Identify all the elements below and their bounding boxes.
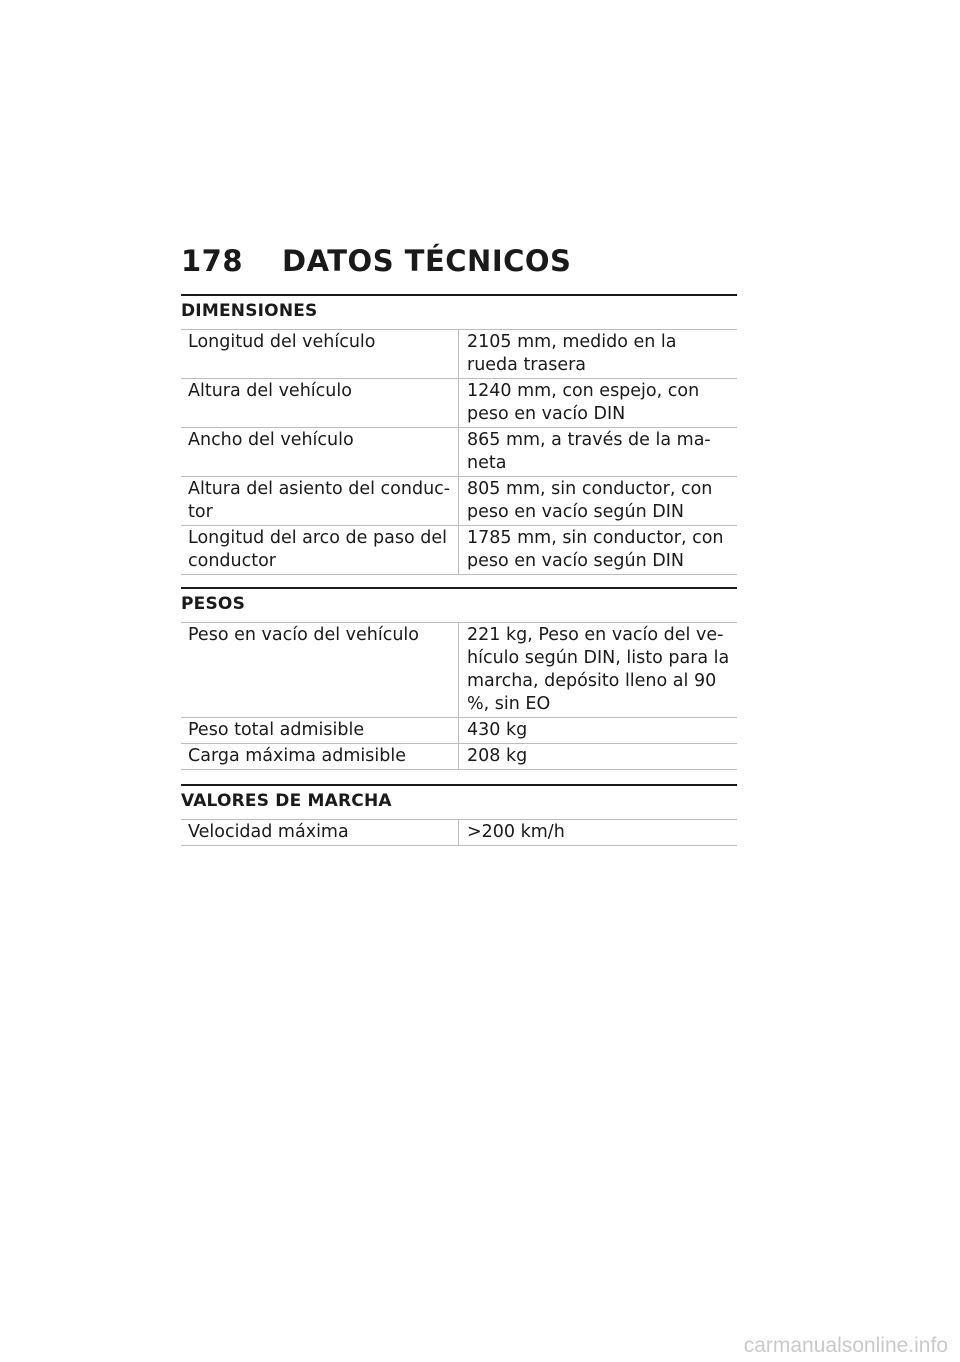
section-title-dimensions: DIMENSIONES (181, 301, 318, 321)
row-label: Longitud del vehículo (181, 330, 459, 379)
table-row (181, 379, 737, 428)
row-value: >200 km/h (459, 820, 738, 846)
row-label: Longitud del arco de paso del conductor (181, 526, 459, 575)
row-value: 865 mm, a través de la ma-neta (459, 428, 738, 477)
row-value: 805 mm, sin conductor, con peso en vacío según DIN (459, 477, 738, 526)
row-value: 1785 mm, sin conductor, con peso en vacío según DIN (459, 526, 738, 575)
row-label: Altura del asiento del conduc-tor (181, 477, 459, 526)
section-dimensions (181, 294, 737, 575)
watermark: carmanualsonline.info (743, 1334, 948, 1357)
row-label: Altura del vehículo (181, 379, 459, 428)
weights-table (181, 622, 737, 770)
table-row (181, 526, 737, 575)
section-weights (181, 587, 737, 770)
table-row (181, 477, 737, 526)
section-performance (181, 784, 737, 846)
row-value: 1240 mm, con espejo, con peso en vacío DIN (459, 379, 738, 428)
row-label: Peso total admisible (181, 718, 459, 744)
section-title-weights: PESOS (181, 594, 246, 614)
row-label: Velocidad máxima (181, 820, 459, 846)
row-value: 430 kg (459, 718, 738, 744)
table-row (181, 718, 737, 744)
row-label: Ancho del vehículo (181, 428, 459, 477)
table-row (181, 744, 737, 770)
table-row (181, 820, 737, 846)
row-value: 208 kg (459, 744, 738, 770)
table-row (181, 623, 737, 718)
performance-table (181, 819, 737, 846)
table-row (181, 428, 737, 477)
row-value: 221 kg, Peso en vacío del ve-hículo según DIN, listo para la marcha, depósito lleno al 90 %, sin EO (459, 623, 738, 718)
row-label: Peso en vacío del vehículo (181, 623, 459, 718)
section-title-performance: VALORES DE MARCHA (181, 791, 392, 811)
row-label: Carga máxima admisible (181, 744, 459, 770)
table-row (181, 330, 737, 379)
row-value: 2105 mm, medido en la rueda trasera (459, 330, 738, 379)
page-header (181, 244, 571, 278)
chapter-title: DATOS TÉCNICOS (282, 244, 572, 278)
page-number: 178 (181, 244, 244, 278)
dimensions-table (181, 329, 737, 575)
